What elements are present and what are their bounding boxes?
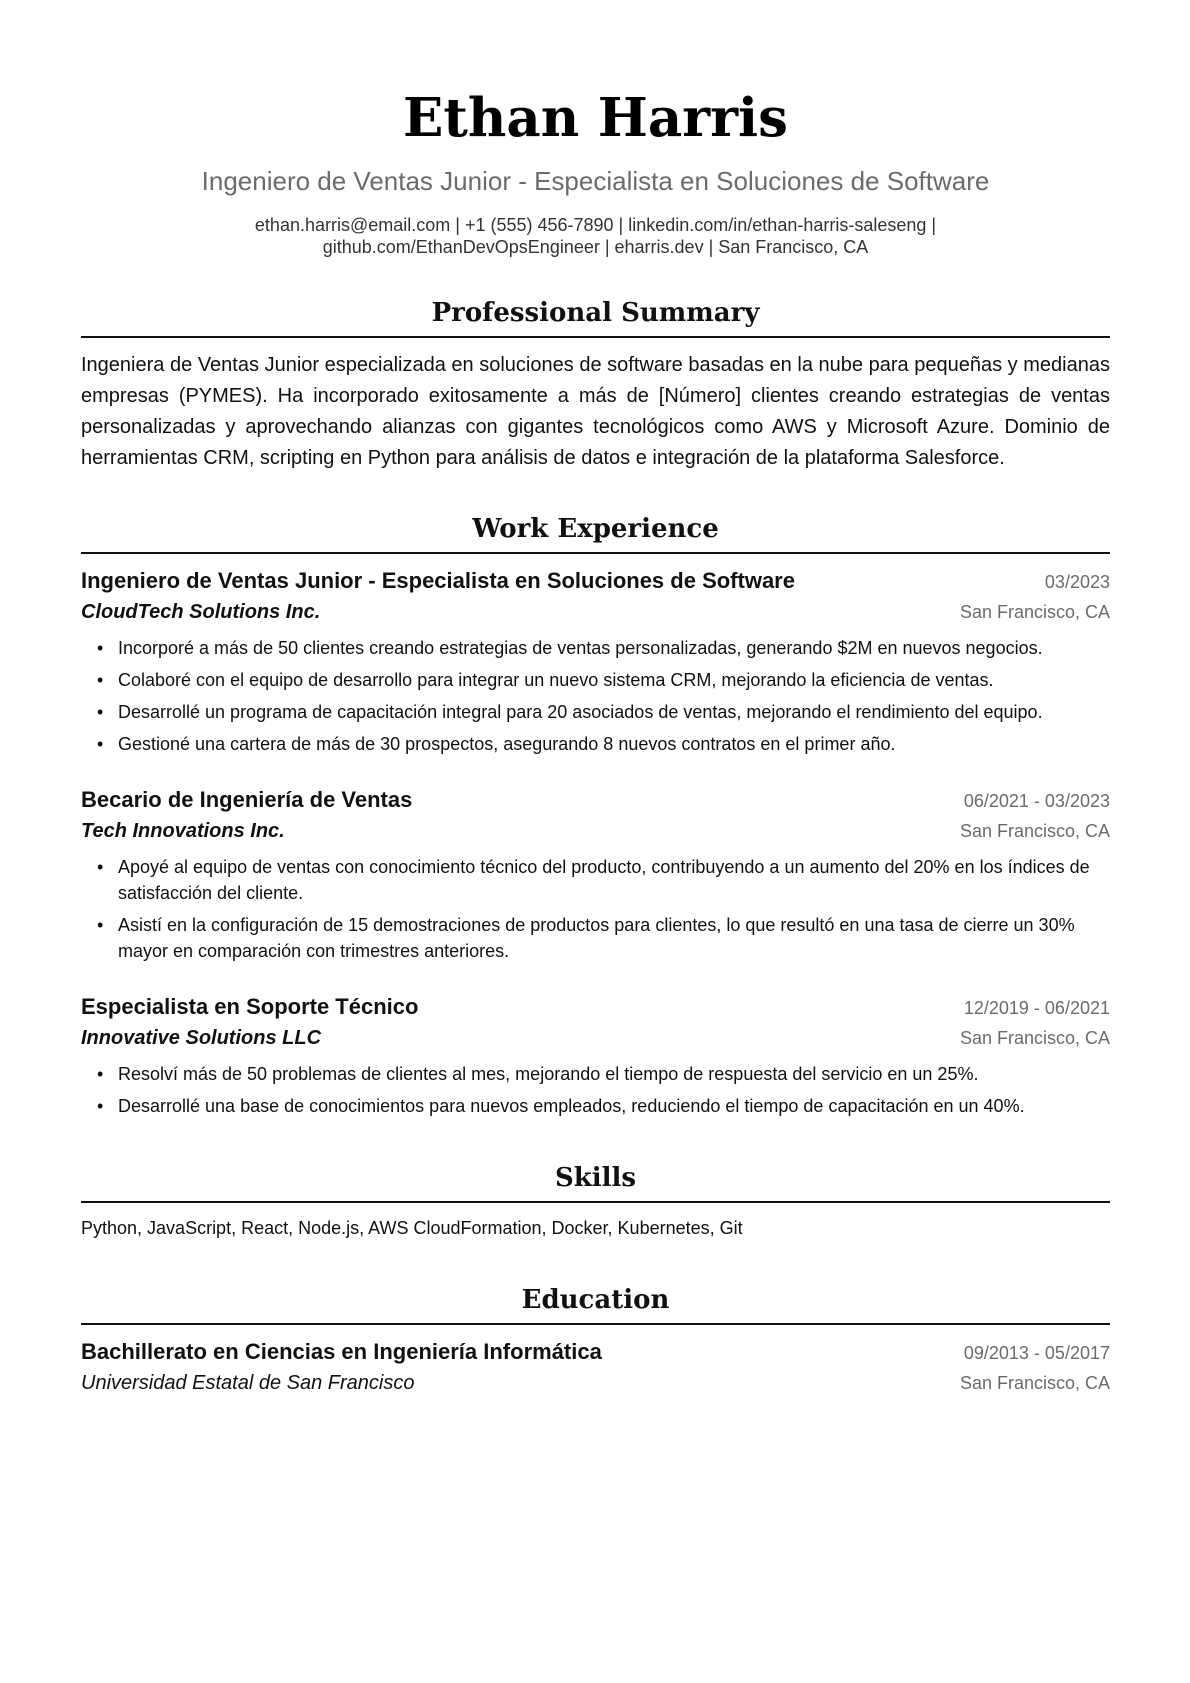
job-bullets xyxy=(81,854,1110,964)
contact-line-2: github.com/EthanDevOpsEngineer | eharris.dev | San Francisco, CA xyxy=(322,237,869,257)
skills-section xyxy=(81,1161,1110,1241)
job-dates: 12/2019 - 06/2021 xyxy=(963,998,1110,1018)
resume-header xyxy=(81,0,1110,258)
skills-heading: Skills xyxy=(81,1161,1110,1203)
job-location: San Francisco, CA xyxy=(959,602,1110,622)
summary-text: Ingeniera de Ventas Junior especializada en soluciones de software basadas en la nube para pequeñas y medianas empresas (PYMES). Ha incorporado exitosamente a más de [Número] clientes creando estrategias de ventas personalizadas y aprovechando alianzas con gigantes tecnológicos como AWS y Microsoft Azure. Dominio de herramientas CRM, scripting en Python para análisis de datos e integración de la plataforma Salesforce. xyxy=(81,354,1110,469)
job-bullet: • Apoyé al equipo de ventas con conocimiento técnico del producto, contribuyendo a un aumento del 20% en los índices de satisfacción del cliente. xyxy=(118,854,1110,906)
job-company: Tech Innovations Inc. xyxy=(81,820,285,842)
job-bullets xyxy=(81,1061,1110,1119)
job-company: CloudTech Solutions Inc. xyxy=(81,601,321,623)
summary-heading: Professional Summary xyxy=(81,296,1110,338)
experience-heading: Work Experience xyxy=(81,512,1110,554)
education-location: San Francisco, CA xyxy=(959,1373,1110,1393)
job-bullet: • Asistí en la configuración de 15 demostraciones de productos para clientes, lo que resultó en una tasa de cierre un 30% mayor en comparación con trimestres anteriores. xyxy=(118,912,1110,964)
job-company: Innovative Solutions LLC xyxy=(81,1027,322,1049)
job-location: San Francisco, CA xyxy=(959,1028,1110,1048)
candidate-name: Ethan Harris xyxy=(403,87,788,149)
job-dates: 06/2021 - 03/2023 xyxy=(963,791,1110,811)
education-dates: 09/2013 - 05/2017 xyxy=(963,1343,1110,1363)
degree-title: Bachillerato en Ciencias en Ingeniería Informática xyxy=(81,1339,602,1364)
job-entry xyxy=(81,785,1110,964)
contact-info xyxy=(81,214,1110,258)
job-title: Ingeniero de Ventas Junior - Especialista en Soluciones de Software xyxy=(81,568,795,593)
contact-line-1: ethan.harris@email.com | +1 (555) 456-7890 | linkedin.com/in/ethan-harris-saleseng | xyxy=(254,215,937,235)
education-heading: Education xyxy=(81,1283,1110,1325)
school-name: Universidad Estatal de San Francisco xyxy=(81,1372,415,1394)
job-bullet: • Desarrollé un programa de capacitación integral para 20 asociados de ventas, mejorando el rendimiento del equipo. xyxy=(118,699,1110,725)
candidate-headline: Ingeniero de Ventas Junior - Especialista en Soluciones de Software xyxy=(201,166,990,196)
education-section xyxy=(81,1283,1110,1398)
job-bullets xyxy=(81,635,1110,757)
job-bullet: • Gestioné una cartera de más de 30 prospectos, asegurando 8 nuevos contratos en el primer año. xyxy=(118,731,1110,757)
job-entry xyxy=(81,992,1110,1119)
job-title: Especialista en Soporte Técnico xyxy=(81,994,419,1019)
experience-section xyxy=(81,512,1110,1119)
job-bullet: • Colaboré con el equipo de desarrollo para integrar un nuevo sistema CRM, mejorando la eficiencia de ventas. xyxy=(118,667,1110,693)
job-entry xyxy=(81,566,1110,757)
summary-section xyxy=(81,296,1110,474)
job-title: Becario de Ingeniería de Ventas xyxy=(81,787,413,812)
education-entry xyxy=(81,1337,1110,1398)
job-location: San Francisco, CA xyxy=(959,821,1110,841)
job-bullet: • Incorporé a más de 50 clientes creando estrategias de ventas personalizadas, generando $2M en nuevos negocios. xyxy=(118,635,1110,661)
skills-list: Python, JavaScript, React, Node.js, AWS CloudFormation, Docker, Kubernetes, Git xyxy=(81,1218,743,1238)
job-bullet: • Desarrollé una base de conocimientos para nuevos empleados, reduciendo el tiempo de capacitación en un 40%. xyxy=(118,1093,1110,1119)
job-bullet: • Resolví más de 50 problemas de clientes al mes, mejorando el tiempo de respuesta del servicio en un 25%. xyxy=(118,1061,1110,1087)
job-dates: 03/2023 xyxy=(1044,572,1110,592)
